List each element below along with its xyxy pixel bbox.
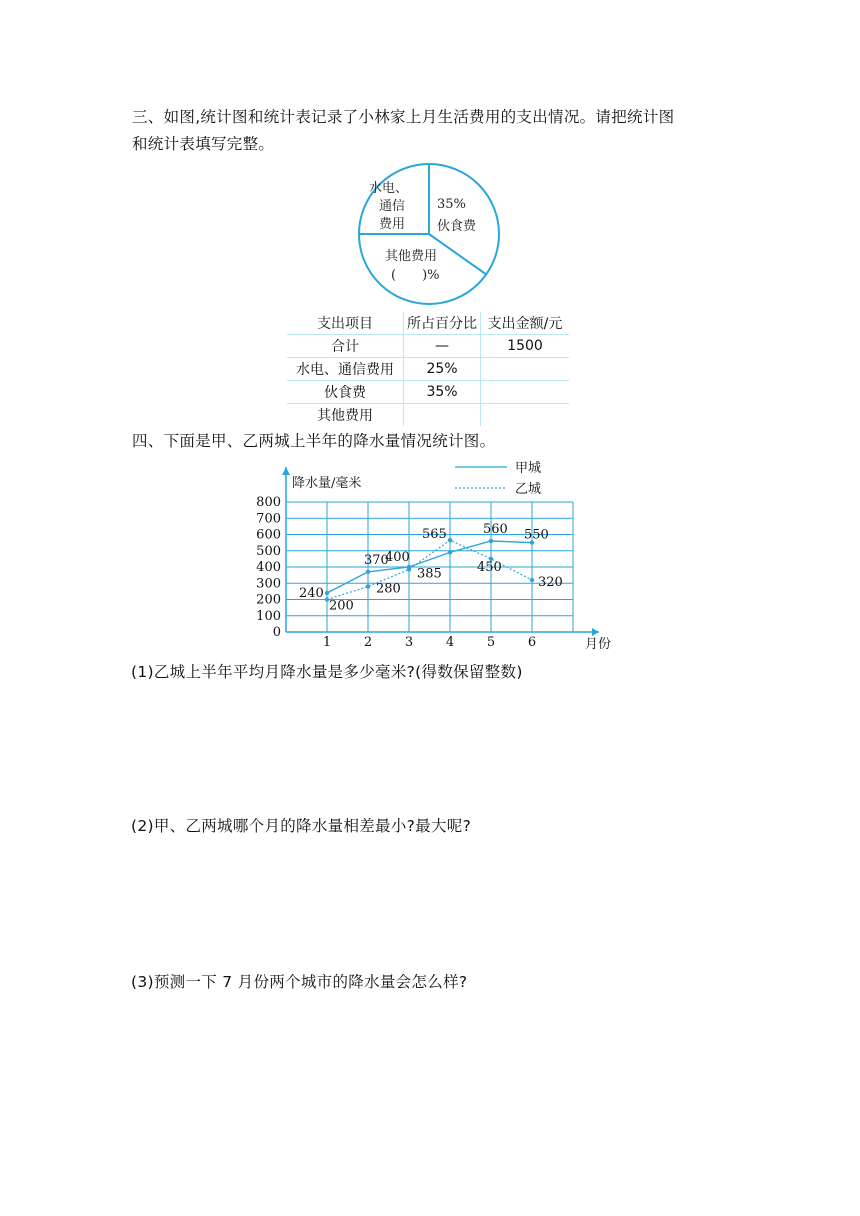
- q4-title: 四、下面是甲、乙两城上半年的降水量情况统计图。: [132, 432, 496, 450]
- data-point: [366, 570, 370, 574]
- table-row: [287, 358, 569, 381]
- x-axis-label: 月份: [585, 637, 612, 652]
- table-row: [287, 381, 569, 404]
- q4-question-1: (1)乙城上半年平均月降水量是多少毫米?(得数保留整数): [131, 663, 523, 681]
- y-axis-arrow: [282, 467, 290, 475]
- legend-label: 乙城: [515, 482, 542, 497]
- chart-legend: [455, 461, 541, 497]
- pie-label-other: 其他费用: [385, 249, 438, 264]
- x-tick-label: 1: [322, 635, 332, 650]
- pie-label-food-pct: 35%: [437, 197, 466, 212]
- data-label: 560: [483, 522, 508, 537]
- data-point: [448, 550, 452, 554]
- q4-question-2: (2)甲、乙两城哪个月的降水量相差最小?最大呢?: [131, 817, 472, 835]
- x-tick-label: 5: [486, 635, 496, 650]
- table-cell: —: [404, 335, 481, 358]
- q3-line1: 三、如图,统计图和统计表记录了小林家上月生活费用的支出情况。请把统计图: [132, 108, 675, 126]
- data-label: 200: [329, 598, 354, 614]
- pie-label-water-3: 费用: [379, 217, 406, 232]
- data-point: [407, 567, 411, 571]
- data-label: 400: [385, 550, 410, 565]
- table-cell: 水电、通信费用: [287, 358, 404, 381]
- data-label: 240: [299, 586, 324, 601]
- table-header-percent: 所占百分比: [404, 312, 481, 335]
- table-row: [287, 404, 569, 427]
- y-tick-label: 600: [256, 527, 281, 543]
- table-cell: 25%: [404, 358, 481, 381]
- q4-question-3: (3)预测一下 7 月份两个城市的降水量会怎么样?: [131, 973, 468, 991]
- data-label: 280: [376, 581, 401, 597]
- x-axis-arrow: [592, 628, 599, 636]
- y-tick-label: 300: [256, 576, 281, 592]
- x-tick-label: 6: [527, 635, 537, 650]
- y-tick-label: 500: [256, 543, 281, 559]
- y-tick-label: 200: [256, 592, 281, 608]
- data-label: 370: [364, 552, 389, 568]
- data-point: [530, 578, 534, 582]
- pie-label-food: 伙食费: [437, 219, 477, 234]
- data-label: 450: [477, 559, 502, 575]
- pie-chart: [355, 160, 505, 310]
- x-tick-label: 2: [363, 635, 373, 650]
- y-tick-label: 400: [256, 560, 281, 575]
- table-cell: [481, 404, 570, 427]
- table-cell: [481, 358, 570, 381]
- y-tick-label: 800: [256, 495, 281, 510]
- pie-label-other-pct: ( )%: [391, 268, 440, 283]
- x-tick-label: 3: [404, 635, 414, 650]
- table-row: [287, 335, 569, 358]
- data-label: 550: [524, 527, 549, 543]
- y-tick-label: 0: [272, 625, 281, 640]
- data-point: [448, 538, 452, 542]
- table-cell: 伙食费: [287, 381, 404, 404]
- y-tick-label: 100: [256, 608, 281, 624]
- table-cell: 合计: [287, 335, 404, 358]
- data-label: 320: [538, 575, 563, 590]
- x-tick-label: 4: [445, 635, 455, 650]
- data-point: [325, 591, 329, 595]
- pie-label-water-1: 水电、: [369, 181, 409, 196]
- rainfall-line-chart: [250, 455, 620, 655]
- q3-line2: 和统计表填写完整。: [132, 135, 275, 153]
- legend-label: 甲城: [515, 461, 542, 476]
- table-header-row: [287, 312, 569, 335]
- data-point: [489, 539, 493, 543]
- table-header-item: 支出项目: [287, 312, 404, 335]
- table-cell: [404, 404, 481, 427]
- table-cell: 1500: [481, 335, 570, 358]
- table-header-amount: 支出金额/元: [481, 312, 570, 335]
- data-label: 385: [417, 566, 442, 582]
- table-cell: [481, 381, 570, 404]
- data-label: 565: [422, 527, 447, 543]
- pie-label-water-2: 通信: [379, 199, 406, 214]
- table-cell: 其他费用: [287, 404, 404, 427]
- y-axis-label: 降水量/毫米: [292, 476, 362, 491]
- y-tick-label: 700: [256, 511, 281, 527]
- expense-table: [287, 312, 569, 426]
- data-point: [366, 584, 370, 588]
- table-cell: 35%: [404, 381, 481, 404]
